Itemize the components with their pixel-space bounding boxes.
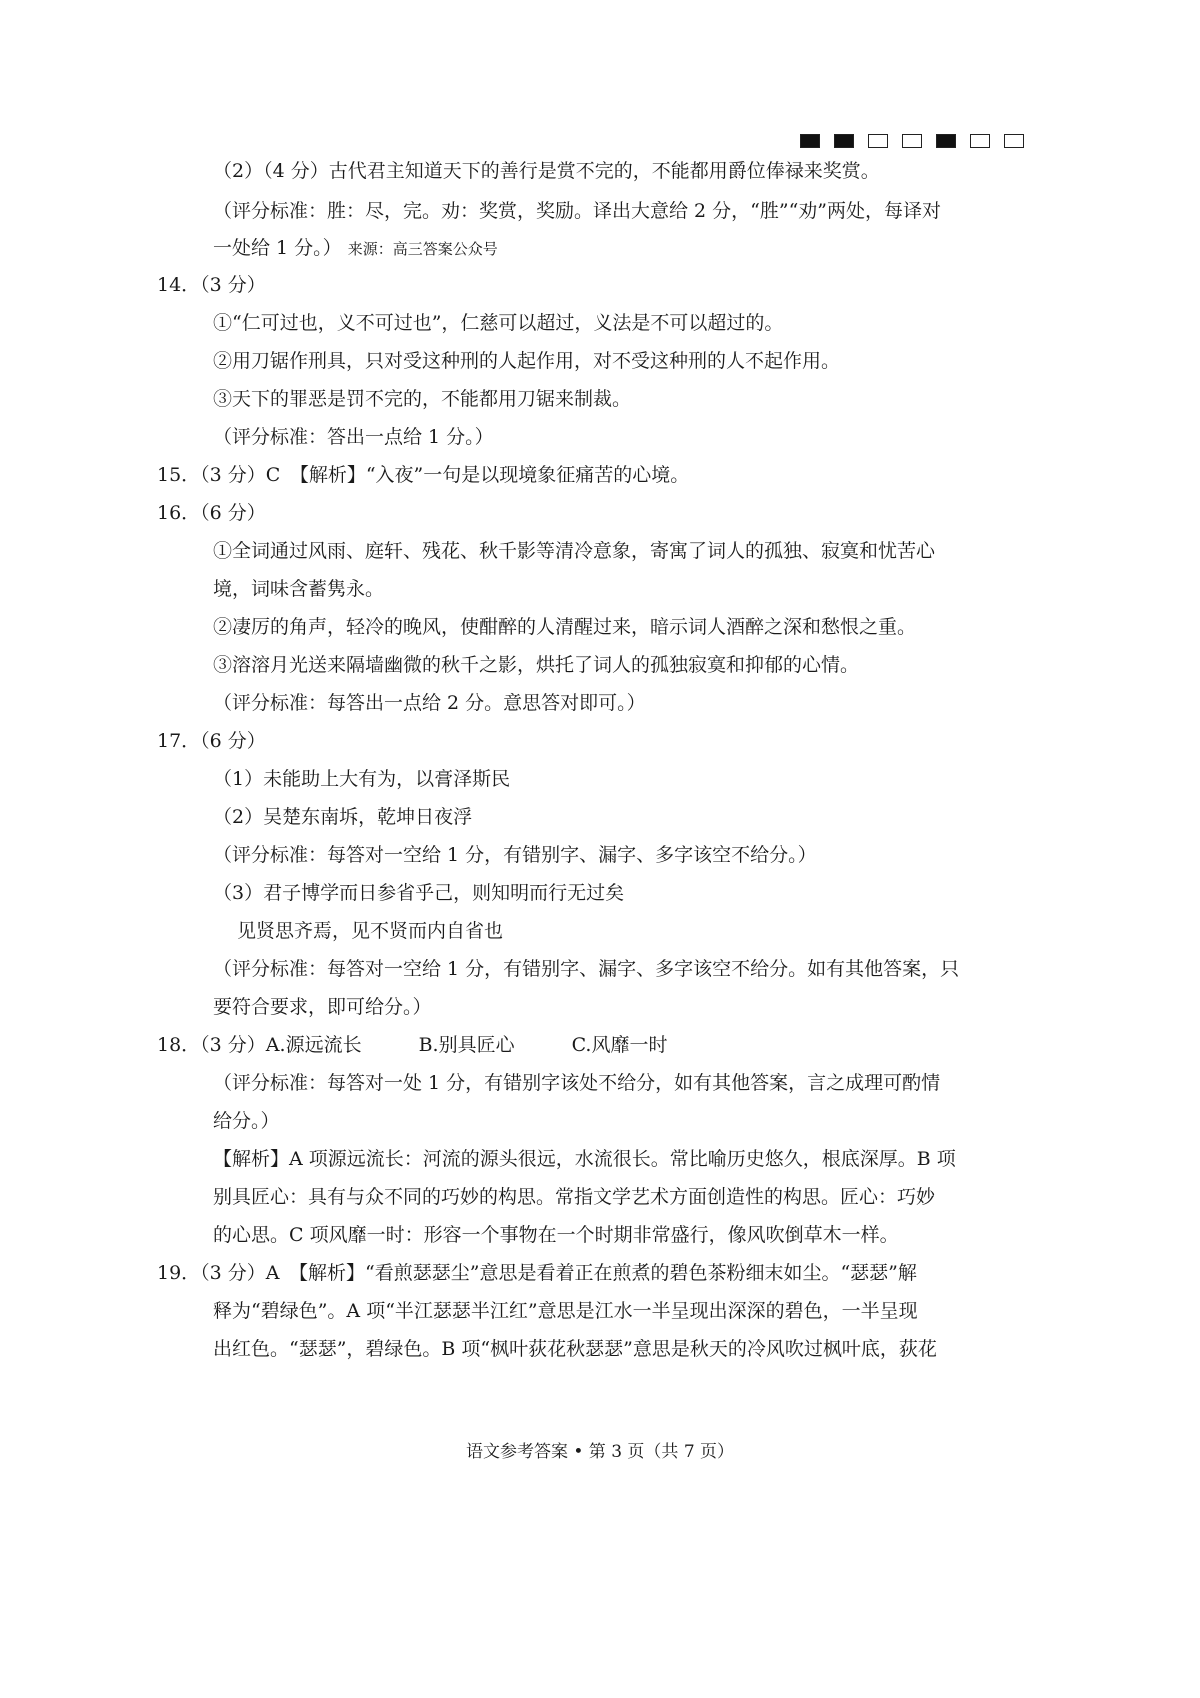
page-mark <box>1004 134 1024 148</box>
question-heading: 14．（3 分） <box>157 274 266 296</box>
answer-line: ②凄厉的角声，轻冷的晚风，使酣醉的人清醒过来，暗示词人酒醉之深和愁恨之重。 <box>213 616 917 638</box>
source-note: 来源：高三答案公众号 <box>347 240 498 258</box>
answer-line: 见贤思齐焉，见不贤而内自省也 <box>237 920 504 942</box>
scoring-line: 给分。） <box>213 1110 280 1132</box>
scoring-line: （评分标准：答出一点给 1 分。） <box>213 426 494 448</box>
answer-line: ③溶溶月光送来隔墙幽微的秋千之影，烘托了词人的孤独寂寞和抑郁的心情。 <box>213 654 860 676</box>
page-mark <box>834 134 854 148</box>
scoring-line: （评分标准：每答对一空给 1 分，有错别字、漏字、多字该空不给分。） <box>213 844 817 866</box>
answer-line: ①“仁可过也，义不可过也”，仁慈可以超过，义法是不可以超过的。 <box>213 312 784 334</box>
scoring-line: （评分标准：胜：尽，完。劝：奖赏，奖励。译出大意给 2 分，“胜”“劝”两处，每译对 <box>213 200 942 222</box>
scoring-line: （评分标准：每答对一空给 1 分，有错别字、漏字、多字该空不给分。如有其他答案，只 <box>213 958 960 980</box>
page-mark <box>936 134 956 148</box>
analysis-line: 【解析】A 项源远流长：河流的源头很远，水流很长。常比喻历史悠久，根底深厚。B 项 <box>213 1148 956 1170</box>
page-mark <box>902 134 922 148</box>
scoring-line: 要符合要求，即可给分。） <box>213 996 432 1018</box>
answer-line: ①全词通过风雨、庭轩、残花、秋千影等清冷意象，寄寓了词人的孤独、寂寞和忧苦心 <box>213 540 936 562</box>
scoring-line <box>213 235 498 262</box>
analysis-line: 的心思。C 项风靡一时：形容一个事物在一个时期非常盛行，像风吹倒草木一样。 <box>213 1224 899 1246</box>
answer-line: ③天下的罪恶是罚不完的，不能都用刀锯来制裁。 <box>213 388 632 410</box>
page-marks <box>800 134 1024 148</box>
question-heading: 19．（3 分）A 【解析】“看煎瑟瑟尘”意思是看着正在煎煮的碧色茶粉细末如尘。“瑟瑟”解 <box>157 1262 917 1284</box>
analysis-line: 出红色。“瑟瑟”，碧绿色。B 项“枫叶荻花秋瑟瑟”意思是秋天的冷风吹过枫叶底，荻花 <box>213 1338 937 1360</box>
scoring-text: 一处给 1 分。） <box>213 237 342 259</box>
question-heading: 15．（3 分）C 【解析】“入夜”一句是以现境象征痛苦的心境。 <box>157 464 690 486</box>
page-mark <box>800 134 820 148</box>
answer-line: （1）未能助上大有为，以膏泽斯民 <box>213 768 511 790</box>
page-footer: 语文参考答案 • 第 3 页（共 7 页） <box>465 1442 735 1462</box>
answer-line: 境，词味含蓄隽永。 <box>213 578 385 600</box>
analysis-line: 别具匠心：具有与众不同的巧妙的构思。常指文学艺术方面创造性的构思。匠心：巧妙 <box>213 1186 936 1208</box>
analysis-line: 释为“碧绿色”。A 项“半江瑟瑟半江红”意思是江水一半呈现出深深的碧色，一半呈现 <box>213 1300 918 1322</box>
answer-line: （3）君子博学而日参省乎己，则知明而行无过矣 <box>213 882 625 904</box>
answer-line: （2）吴楚东南坼，乾坤日夜浮 <box>213 806 473 828</box>
question-heading: 17．（6 分） <box>157 730 266 752</box>
page-mark <box>868 134 888 148</box>
page-mark <box>970 134 990 148</box>
question-heading: 16．（6 分） <box>157 502 266 524</box>
scoring-line: （评分标准：每答对一处 1 分，有错别字该处不给分，如有其他答案，言之成理可酌情 <box>213 1072 941 1094</box>
question-heading: 18．（3 分）A.源远流长 B.别具匠心 C.风靡一时 <box>157 1034 668 1056</box>
scoring-line: （评分标准：每答出一点给 2 分。意思答对即可。） <box>213 692 646 714</box>
answer-line: ②用刀锯作刑具，只对受这种刑的人起作用，对不受这种刑的人不起作用。 <box>213 350 841 372</box>
answer-line: （2）（4 分）古代君主知道天下的善行是赏不完的，不能都用爵位俸禄来奖赏。 <box>213 160 880 182</box>
